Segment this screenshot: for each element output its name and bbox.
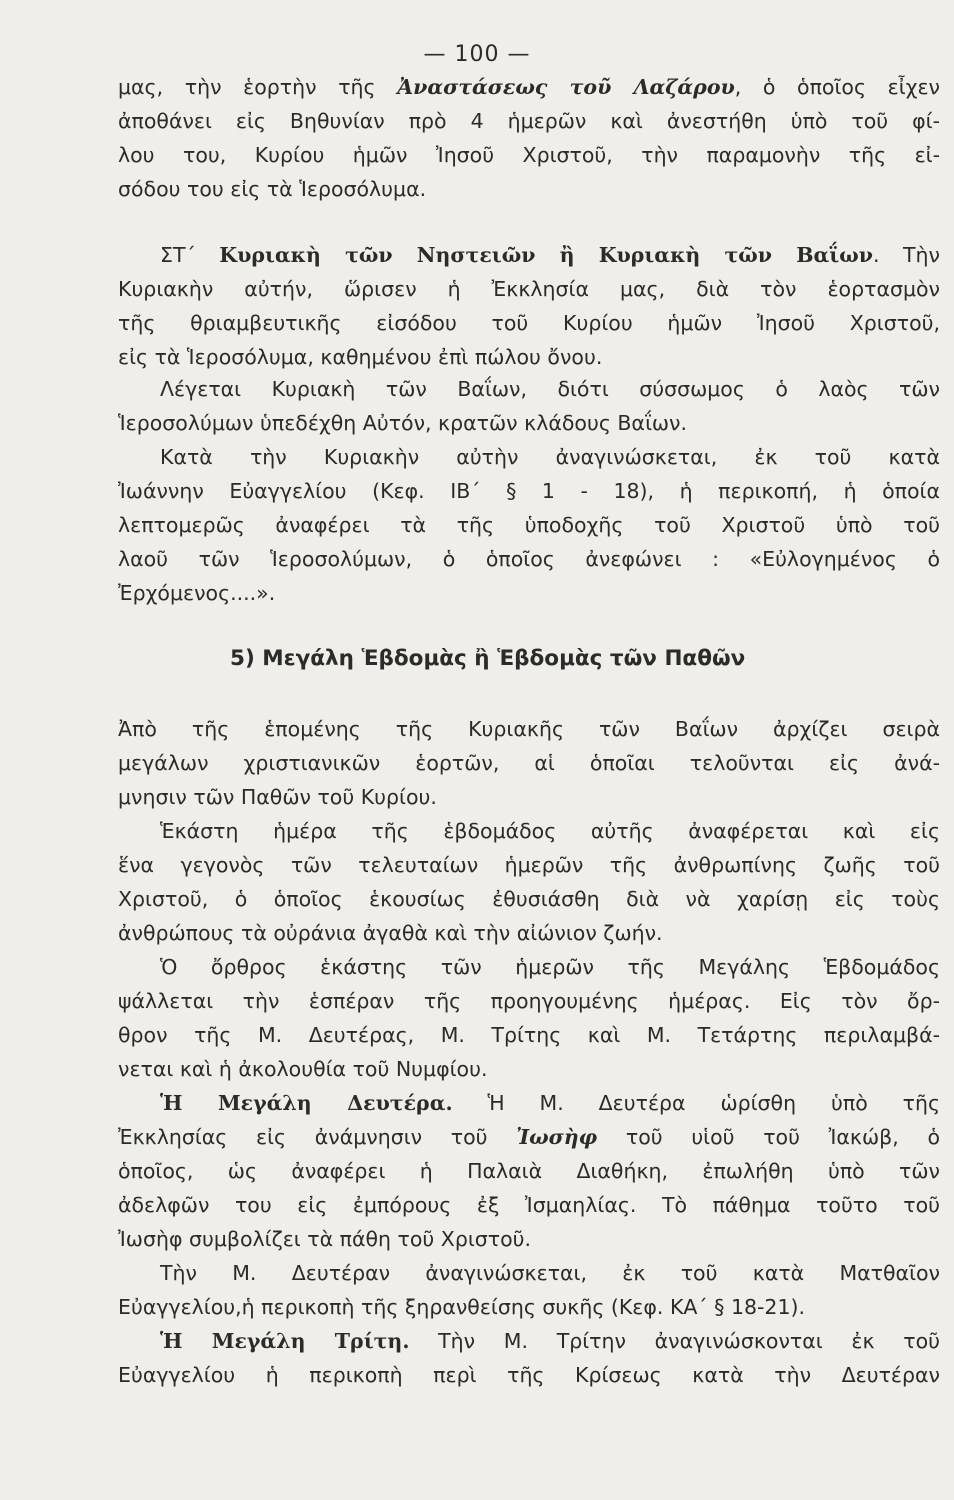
text-line: Ἐρχόμενος....». [118, 581, 276, 605]
text-line: Λέγεται Κυριακὴ τῶν Βαΐων, διότι σύσσωμος ὁ λαὸς τῶν [160, 377, 940, 401]
text-line: Ἰωάννην Εὐαγγελίου (Κεφ. ΙΒ΄ § 1 - 18), ἡ περικοπή, ἡ ὁποία [118, 479, 940, 503]
emphasis-sunday-name: Κυριακὴ τῶν Νηστειῶν ἢ Κυριακὴ τῶν Βαΐων [219, 243, 873, 267]
text-line: Κυριακὴν αὐτήν, ὥρισεν ἡ Ἐκκλησία μας, διὰ τὸν ἑορτασμὸν [118, 277, 940, 301]
text-line: ἀνθρώπους τὰ οὐράνια ἀγαθὰ καὶ τὴν αἰώνιον ζωήν. [118, 921, 663, 945]
text-line: ΣΤ΄ Κυριακὴ τῶν Νηστειῶν ἢ Κυριακὴ τῶν Βαΐων. Τὴν [160, 243, 940, 267]
text-line: Ὁ ὄρθρος ἑκάστης τῶν ἡμερῶν τῆς Μεγάλης Ἑβδομάδος [160, 955, 940, 979]
page-number: — 100 — [423, 42, 531, 67]
text-line: Ἀπὸ τῆς ἑπομένης τῆς Κυριακῆς τῶν Βαΐων ἀρχίζει σειρὰ [118, 717, 940, 741]
text-line: Ἑκάστη ἡμέρα τῆς ἑβδομάδος αὐτῆς ἀναφέρεται καὶ εἰς [160, 819, 940, 843]
text-line: μεγάλων χριστιανικῶν ἑορτῶν, αἱ ὁποῖαι τελοῦνται εἰς ἀνά- [118, 751, 940, 775]
text-line: μνησιν τῶν Παθῶν τοῦ Κυρίου. [118, 785, 437, 809]
emphasis-person-name: Ἰωσὴφ [516, 1125, 598, 1149]
text-line: λεπτομερῶς ἀναφέρει τὰ τῆς ὑποδοχῆς τοῦ Χριστοῦ ὑπὸ τοῦ [118, 513, 940, 537]
section-heading: 5) Μεγάλη Ἑβδομὰς ἢ Ἑβδομὰς τῶν Παθῶν [230, 646, 746, 671]
text-line: Ἰωσὴφ συμβολίζει τὰ πάθη τοῦ Χριστοῦ. [118, 1227, 532, 1251]
text-line: Ἡ Μεγάλη Δευτέρα. Ἡ Μ. Δευτέρα ὡρίσθη ὑπὸ τῆς [160, 1091, 940, 1115]
text-line: ἀποθάνει εἰς Βηθυνίαν πρὸ 4 ἡμερῶν καὶ ἀνεστήθη ὑπὸ τοῦ φί- [118, 109, 940, 133]
text-line: εἰς τὰ Ἱεροσόλυμα, καθημένου ἐπὶ πώλου ὄνου. [118, 345, 603, 369]
text-line: ὁποῖος, ὡς ἀναφέρει ἡ Παλαιὰ Διαθήκη, ἐπωλήθη ὑπὸ τῶν [118, 1159, 940, 1183]
text-line: Ἱεροσολύμων ὑπεδέχθη Αὐτόν, κρατῶν κλάδους Βαΐων. [118, 411, 688, 435]
text-line: ἀδελφῶν του εἰς ἐμπόρους ἐξ Ἰσμαηλίας. Τὸ πάθημα τοῦτο τοῦ [118, 1193, 940, 1217]
text-line: Χριστοῦ, ὁ ὁποῖος ἑκουσίως ἐθυσιάσθη διὰ νὰ χαρίσῃ εἰς τοὺς [118, 887, 940, 911]
text-line: Εὐαγγελίου ἡ περικοπὴ περὶ τῆς Κρίσεως κατὰ τὴν Δευτέραν [118, 1363, 940, 1387]
text-line: τῆς θριαμβευτικῆς εἰσόδου τοῦ Κυρίου ἡμῶν Ἰησοῦ Χριστοῦ, [118, 311, 940, 335]
text-line: λου του, Κυρίου ἡμῶν Ἰησοῦ Χριστοῦ, τὴν παραμονὴν τῆς εἰ- [118, 143, 940, 167]
text-line: σόδου του εἰς τὰ Ἱεροσόλυμα. [118, 177, 427, 201]
text-line: Ἐκκλησίας εἰς ἀνάμνησιν τοῦ Ἰωσὴφ τοῦ υἱοῦ τοῦ Ἰακώβ, ὁ [118, 1125, 941, 1149]
text-line: λαοῦ τῶν Ἱεροσολύμων, ὁ ὁποῖος ἀνεφώνει : «Εὐλογημένος ὁ [118, 547, 940, 571]
text-line: μας, τὴν ἑορτὴν τῆς Ἀναστάσεως τοῦ Λαζάρου, ὁ ὁποῖος εἶχεν [118, 75, 941, 99]
text-line: ἕνα γεγονὸς τῶν τελευταίων ἡμερῶν τῆς ἀνθρωπίνης ζωῆς τοῦ [118, 853, 940, 877]
text-line: Εὐαγγελίου,ἡ περικοπὴ τῆς ξηρανθείσης συκῆς (Κεφ. ΚΑ΄ § 18-21). [118, 1295, 806, 1319]
emphasis-day-name: Ἡ Μεγάλη Δευτέρα. [160, 1091, 453, 1115]
emphasis-feast-name: Ἀναστάσεως τοῦ Λαζάρου [397, 75, 735, 99]
text-line: θρον τῆς Μ. Δευτέρας, Μ. Τρίτης καὶ Μ. Τετάρτης περιλαμβά- [118, 1023, 940, 1047]
text-line: ψάλλεται τὴν ἑσπέραν τῆς προηγουμένης ἡμέρας. Εἰς τὸν ὄρ- [118, 989, 940, 1013]
emphasis-day-name: Ἡ Μεγάλη Τρίτη. [160, 1329, 410, 1353]
text-line: Τὴν Μ. Δευτέραν ἀναγινώσκεται, ἐκ τοῦ κατὰ Ματθαῖον [160, 1261, 940, 1285]
text-line: Κατὰ τὴν Κυριακὴν αὐτὴν ἀναγινώσκεται, ἐκ τοῦ κατὰ [160, 445, 940, 469]
text-line: Ἡ Μεγάλη Τρίτη. Τὴν Μ. Τρίτην ἀναγινώσκονται ἐκ τοῦ [160, 1329, 940, 1353]
text-line: νεται καὶ ἡ ἀκολουθία τοῦ Νυμφίου. [118, 1057, 488, 1081]
